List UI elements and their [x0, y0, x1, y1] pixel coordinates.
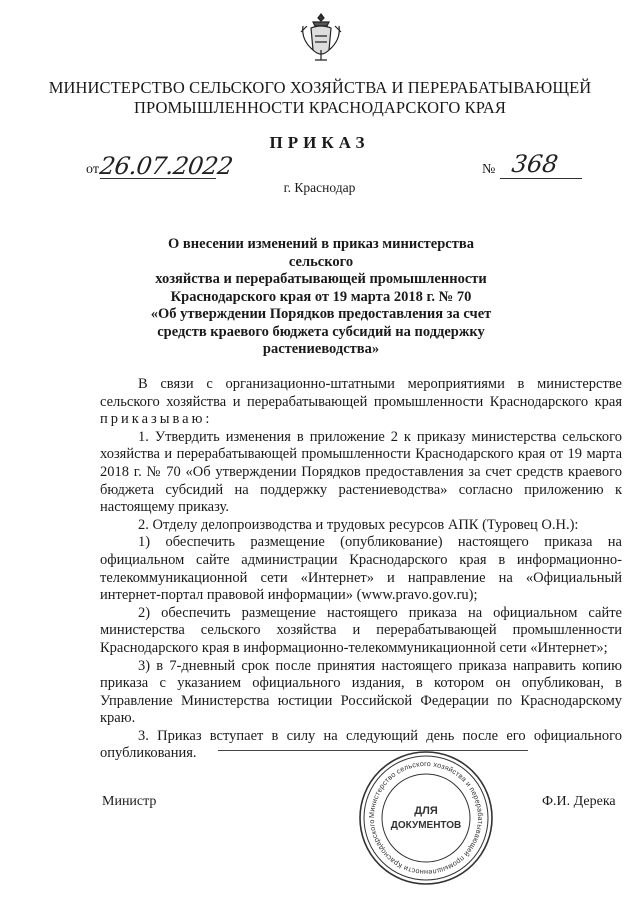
item-2-3: 3) в 7-дневный срок после принятия настоящего приказа направить копию приказа с указанием официального издания, в котором он опубликован, в Управление Министерства юстиции Российской Федерации по Краснодарскому краю.	[100, 657, 622, 727]
order-word: приказываю:	[100, 411, 213, 428]
signatory-name: Ф.И. Дерека	[542, 794, 616, 809]
item-2-1: 1) обеспечить размещение (опубликование) настоящего приказа на официальном сайте администрации Краснодарского края в информационно-телекоммуникационной сети «Интернет» и направление на «Официальный интернет-портал правовой информации» (www.pravo.gov.ru);	[100, 534, 622, 604]
stamp-ring-text: Министерство сельского хозяйства и перерабатывающей промышленности Краснодарского	[366, 758, 486, 878]
document-type-title: ПРИКАЗ	[269, 133, 370, 152]
city: г. Краснодар	[283, 180, 356, 195]
subject-line: средств краевого бюджета субсидий на поддержку	[157, 323, 485, 340]
subject-line: хозяйства и перерабатывающей промышленности	[155, 271, 487, 287]
signatory-title: Министр	[102, 794, 157, 809]
order-subject	[140, 236, 502, 359]
item-1: 1. Утвердить изменения в приложение 2 к приказу министерства сельского хозяйства и перерабатывающей промышленности Краснодарского края от 19 марта 2018 г. № 70 «Об утверждении Порядков предоставления за счет средств краевого бюджета субсидий на поддержку растениеводства» согласно приложению к настоящему приказу.	[100, 428, 622, 516]
subject-line: Краснодарского края от 19 марта 2018 г. № 70	[170, 288, 472, 305]
handwritten-date: 26.07.2022	[98, 152, 235, 180]
item-2-2: 2) обеспечить размещение настоящего приказа на официальном сайте министерства сельского хозяйства и перерабатывающей промышленности Краснодарского края в информационно-телекоммуникационной сети «Интернет»;	[100, 604, 622, 656]
subject-line: растениеводства»	[262, 341, 380, 357]
stamp-center-line2: ДОКУМЕНТОВ	[390, 820, 462, 831]
number-prefix: №	[482, 162, 496, 177]
official-stamp	[356, 748, 496, 888]
coat-of-arms-icon	[299, 12, 343, 64]
order-body	[100, 376, 622, 763]
item-3: 3. Приказ вступает в силу на следующий день после его официального опубликования.	[100, 727, 622, 762]
subject-line: О внесении изменений в приказ министерства сельского	[168, 236, 474, 270]
intro-paragraph	[100, 376, 622, 429]
ministry-name-line2: ПРОМЫШЛЕННОСТИ КРАСНОДАРСКОГО КРАЯ	[133, 98, 507, 117]
subject-line: «Об утверждении Порядков предоставления за счет	[150, 306, 492, 322]
intro-text: В связи с организационно-штатными мероприятиями в министерстве сельского хозяйства и перерабатывающей промышленности Краснодарского края	[100, 376, 622, 410]
stamp-center-line1: ДЛЯ	[414, 805, 438, 817]
date-underline	[100, 178, 216, 179]
date-prefix: от	[86, 162, 99, 177]
number-underline	[500, 178, 582, 179]
ministry-name	[40, 78, 600, 118]
item-2: 2. Отделу делопроизводства и трудовых ресурсов АПК (Туровец О.Н.):	[138, 516, 579, 533]
ministry-name-line1: МИНИСТЕРСТВО СЕЛЬСКОГО ХОЗЯЙСТВА И ПЕРЕРАБАТЫВАЮЩЕЙ	[48, 78, 592, 97]
handwritten-number: 368	[510, 150, 560, 178]
